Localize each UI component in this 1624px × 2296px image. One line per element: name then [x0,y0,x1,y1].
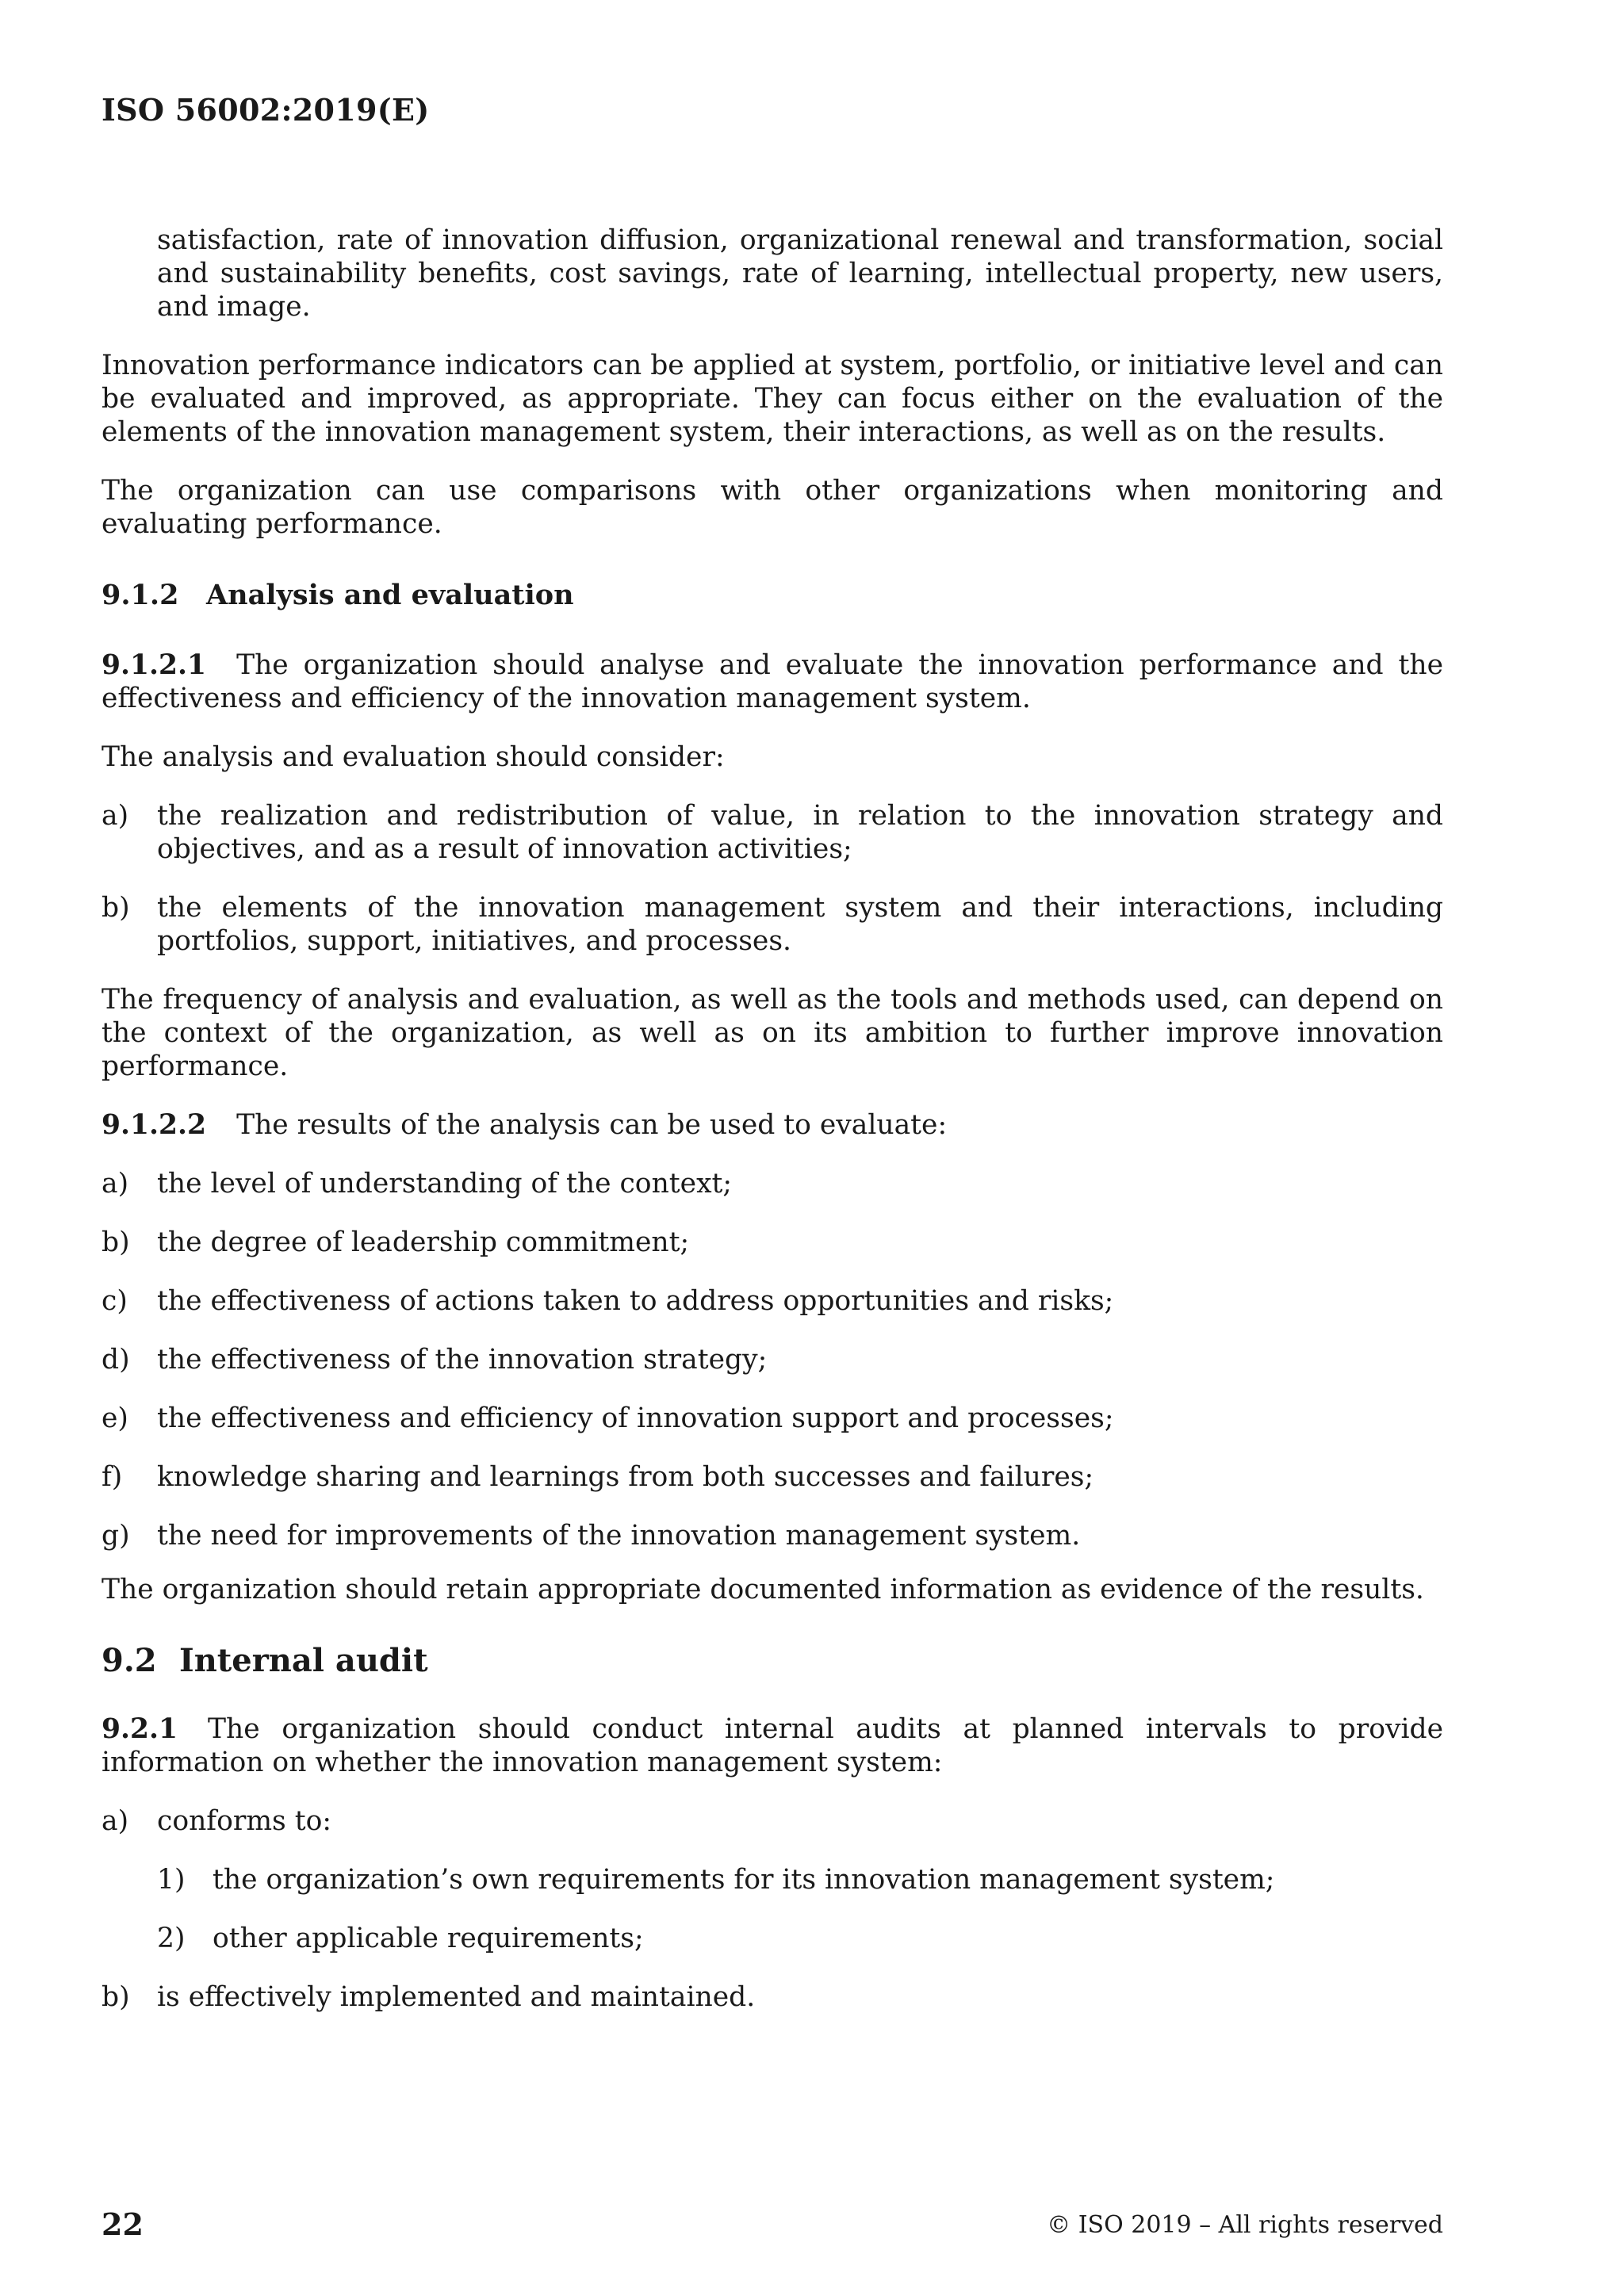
list-text: the effectiveness of actions taken to address opportunities and risks; [157,1285,1114,1317]
section-heading-9-1-2 [102,579,1443,612]
list-text: conforms to: [157,1805,331,1837]
list-item [102,891,1443,958]
section-heading-9-2 [102,1643,1443,1679]
clause-9-2-1 [102,1712,1443,1779]
section-title: Internal audit [179,1642,428,1679]
document-id-header: ISO 56002:2019(E) [102,92,430,128]
list-item [102,1980,1443,2014]
list-text: other applicable requirements; [213,1923,644,1954]
list-label: a) [102,800,129,832]
list-text: the level of understanding of the context; [157,1168,733,1200]
clause-number: 9.1.2.2 [102,1109,207,1141]
paragraph: Innovation performance indicators can be applied at system, portfolio, or initiative level and can be evaluated and improved, as appropriate. They can focus either on the evaluation of the elements of the innovation management system, their interactions, as well as on the results. [102,350,1443,448]
section-number: 9.1.2 [102,579,179,611]
list-text: the elements of the innovation management system and their interactions, including portfolios, support, initiatives, and processes. [157,892,1443,957]
list-item [102,799,1443,866]
list-label: d) [102,1344,130,1376]
list-label: 1) [157,1864,186,1896]
list-label: b) [102,1226,130,1258]
clause-number: 9.1.2.1 [102,649,207,681]
clause-9-1-2-1 [102,649,1443,715]
list-item [102,1284,1443,1318]
sub-list-item [102,1922,1443,1955]
copyright-notice: © ISO 2019 – All rights reserved [1047,2211,1443,2239]
list-label: c) [102,1285,128,1317]
list-item [102,1343,1443,1376]
sub-list-item [102,1863,1443,1896]
list-text: the realization and redistribution of value, in relation to the innovation strategy and objectives, and as a result of innovation activities; [157,800,1443,865]
list-item [102,1804,1443,1838]
clause-text: The results of the analysis can be used to evaluate: [236,1109,948,1141]
page-number: 22 [102,2206,144,2242]
continued-list-text: satisfaction, rate of innovation diffusion, organizational renewal and transformation, social and sustainability benefits, cost savings, rate of learning, intellectual property, new users, and image. [157,224,1443,323]
list-label: g) [102,1520,130,1552]
list-label: e) [102,1402,128,1434]
clause-9-1-2-2 [102,1108,1443,1142]
clause-text: The organization should analyse and evaluate the innovation performance and the effectiveness and efficiency of the innovation management system. [102,649,1443,714]
list-label: b) [102,892,130,924]
section-title: Analysis and evaluation [206,579,574,611]
clause-text: The organization should conduct internal audits at planned intervals to provide information on whether the innovation management system: [102,1713,1443,1778]
list-label: 2) [157,1923,186,1954]
list-text: is effectively implemented and maintained. [157,1981,756,2013]
clause-number: 9.2.1 [102,1713,178,1745]
list-item [102,1519,1443,1552]
list-item [102,1167,1443,1200]
list-item [102,1402,1443,1435]
list-text: knowledge sharing and learnings from both successes and failures; [157,1461,1094,1493]
list-text: the organization’s own requirements for its innovation management system; [213,1864,1275,1896]
section-number: 9.2 [102,1642,157,1679]
list-text: the effectiveness and efficiency of innovation support and processes; [157,1402,1114,1434]
list-item [102,1460,1443,1494]
list-text: the degree of leadership commitment; [157,1226,690,1258]
paragraph: The organization can use comparisons with other organizations when monitoring and evaluating performance. [102,475,1443,540]
paragraph: The analysis and evaluation should consider: [102,741,725,773]
list-label: b) [102,1981,130,2013]
list-label: a) [102,1168,129,1200]
paragraph: The organization should retain appropriate documented information as evidence of the results. [102,1574,1424,1605]
list-text: the effectiveness of the innovation strategy; [157,1344,768,1376]
list-text: the need for improvements of the innovation management system. [157,1520,1081,1552]
list-label: f) [102,1461,123,1493]
document-body [102,224,1443,2039]
paragraph: The frequency of analysis and evaluation, as well as the tools and methods used, can depend on the context of the organization, as well as on its ambition to further improve innovation performance. [102,984,1443,1082]
list-item [102,1226,1443,1259]
list-label: a) [102,1805,129,1837]
